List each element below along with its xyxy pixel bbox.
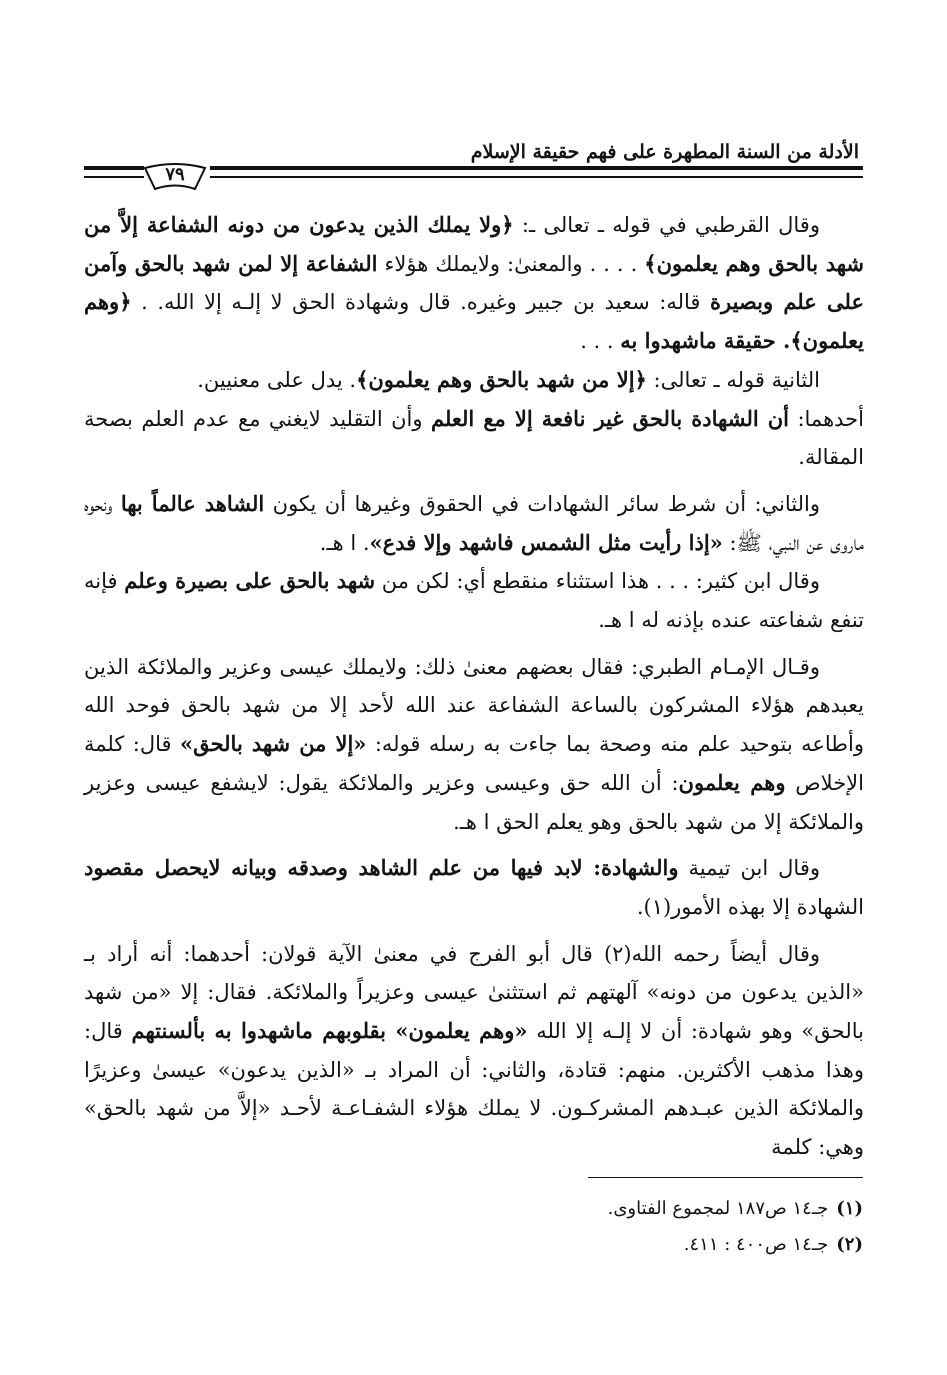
footnote (263, 1191, 863, 1227)
footnotes (263, 1191, 863, 1263)
footnote-text: جـ١٤ ص١٨٧ لمجموع الفتاوى. (607, 1198, 829, 1219)
text-segment: قال: وهذا مذهب الأكثرين. منهم: قتادة، والثاني: أن المراد بـ «الذين يدعون» عيسىٰ وعزيرًا والملائكة الذين عبـدهم المشركـون. لا يملك هؤلاء الشفـاعـة لأحـد «إلاَّ من شهد بالحق» وهي: كلمة (84, 1019, 864, 1160)
bold-text-segment: ﴿وهم يعلمون﴾. حقيقة ماشهدوا به (84, 289, 864, 354)
bold-text-segment: وهم يعلمون (678, 769, 786, 795)
text-segment: وقـال الإمـام الطبري: فقال بعضهم معنىٰ ذلك: ولايملك عيسى وعزير والملائكة الذين يعبدهم هؤلاء المشركون بالساعة الشفاعة عند الله لأحد إلا من شهد بالحق فوحد الله وأطاعه بتوحيد علم منه وصحة بما جاءت به رسله قوله: (84, 654, 864, 757)
bold-text-segment: شهد بالحق على بصيرة وعلم (124, 568, 376, 594)
text-segment: والثاني: أن شرط سائر الشهادات في الحقوق وغيرها أن يكون (264, 491, 821, 516)
header-rule-left-bottom (84, 176, 144, 178)
bold-text-segment: أن الشهادة بالحق غير نافعة إلا مع العلم (430, 405, 790, 431)
footnote-number: (١) (836, 1198, 863, 1219)
bold-text-segment: الشاهد عالماً بها (120, 490, 265, 516)
footnote-number: (٢) (836, 1234, 863, 1255)
text-segment: فإنه تنفع شفاعته عنده بإذنه له ا هـ. (84, 569, 864, 633)
paragraph (84, 206, 864, 361)
text-segment: : أن الله حق وعيسى وعزير والملائكة يقول: لايشفع عيسى وعزير والملائكة إلا من شهد بالحق وهو يعلم الحق ا هـ. (84, 770, 864, 834)
text-segment: وقال ابن كثير: . . . هذا استثناء منقطع أي: لكن من (375, 569, 820, 594)
bold-text-segment: والشهادة: لابد فيها من علم الشاهد وصدقه وبيانه لايحصل مقصود (84, 855, 679, 881)
header-rule-top (210, 166, 863, 170)
footnote-text: جـ١٤ ص٤٠٠ : ٤١١. (683, 1234, 829, 1255)
bold-text-segment: «وهم يعلمون» بقلوبهم ماشهدوا به بألسنتهم (131, 1018, 528, 1044)
text-segment: . . . . والمعنىٰ: ولايملك هؤلاء (377, 251, 645, 276)
main-text (84, 206, 864, 1167)
text-segment: وقال القرطبي في قوله ـ تعالى ـ: (513, 213, 820, 237)
text-segment: قال: كلمة الإخلاص (84, 732, 864, 795)
header-rule-left-top (84, 166, 144, 170)
bold-text-segment: ﴿إلا من شهد بالحق وهم يعلمون﴾ (356, 366, 647, 392)
text-segment: وأن التقليد لايغني مع عدم العلم بصحة المقالة. (84, 406, 864, 470)
bold-text-segment: ﴿ولا يملك الذين يدعون من دونه الشفاعة إلاَّ من شهد بالحق وهم يعلمون﴾ (84, 212, 865, 276)
page-number-badge (143, 162, 207, 192)
text-segment: . يدل على معنيين. (197, 367, 357, 392)
bold-text-segment: الشفاعة إلا لمن شهد بالحق وآمن على علم وبصيرة (84, 250, 864, 315)
paragraph (84, 648, 864, 842)
bold-text-segment: «إذا رأيت مثل الشمس فاشهد وإلا فدع» (369, 529, 723, 555)
paragraph (84, 562, 864, 639)
text-segment: الشهادة إلا بهذه الأمور(١). (636, 894, 864, 919)
paragraph (84, 849, 864, 926)
paragraph (84, 361, 864, 400)
footnote-separator (588, 1177, 863, 1178)
header-rule-bottom (210, 176, 863, 178)
text-segment: . ا هـ. (319, 530, 370, 555)
bold-text-segment: «إلا من شهد بالحق» (179, 731, 367, 757)
paragraph (84, 485, 864, 562)
page-number: ٧٩ (165, 164, 185, 185)
text-segment: ونحوه ماروى عن النبي، ﷺ: (84, 491, 864, 555)
text-segment: وقال أيضاً رحمه الله(٢) قال أبو الفرج في معنىٰ الآية قولان: أحدهما: أنه أراد بـ «الذين يدعون من دونه» آلهتهم ثم استثنىٰ عيسى وعزيراً والملائكة. فقال: إلا «من شهد بالحق» وهو شهادة: أن لا إلـه إلا الله (84, 941, 864, 1044)
running-header-title: الأدلة من السنة المطهرة على فهم حقيقة الإسلام (470, 141, 859, 163)
paragraph (84, 400, 864, 477)
text-segment: الثانية قوله ـ تعالى: (646, 367, 820, 392)
paragraph (84, 935, 864, 1167)
text-segment: قاله: سعيد بن جبير وغيره. قال وشهادة الحق لا إلـه إلا الله. . (131, 290, 710, 315)
text-segment: . . . (580, 329, 621, 354)
text-segment: وقال ابن تيمية (678, 856, 821, 881)
footnote (263, 1227, 863, 1263)
text-segment: أحدهما: (789, 406, 864, 431)
